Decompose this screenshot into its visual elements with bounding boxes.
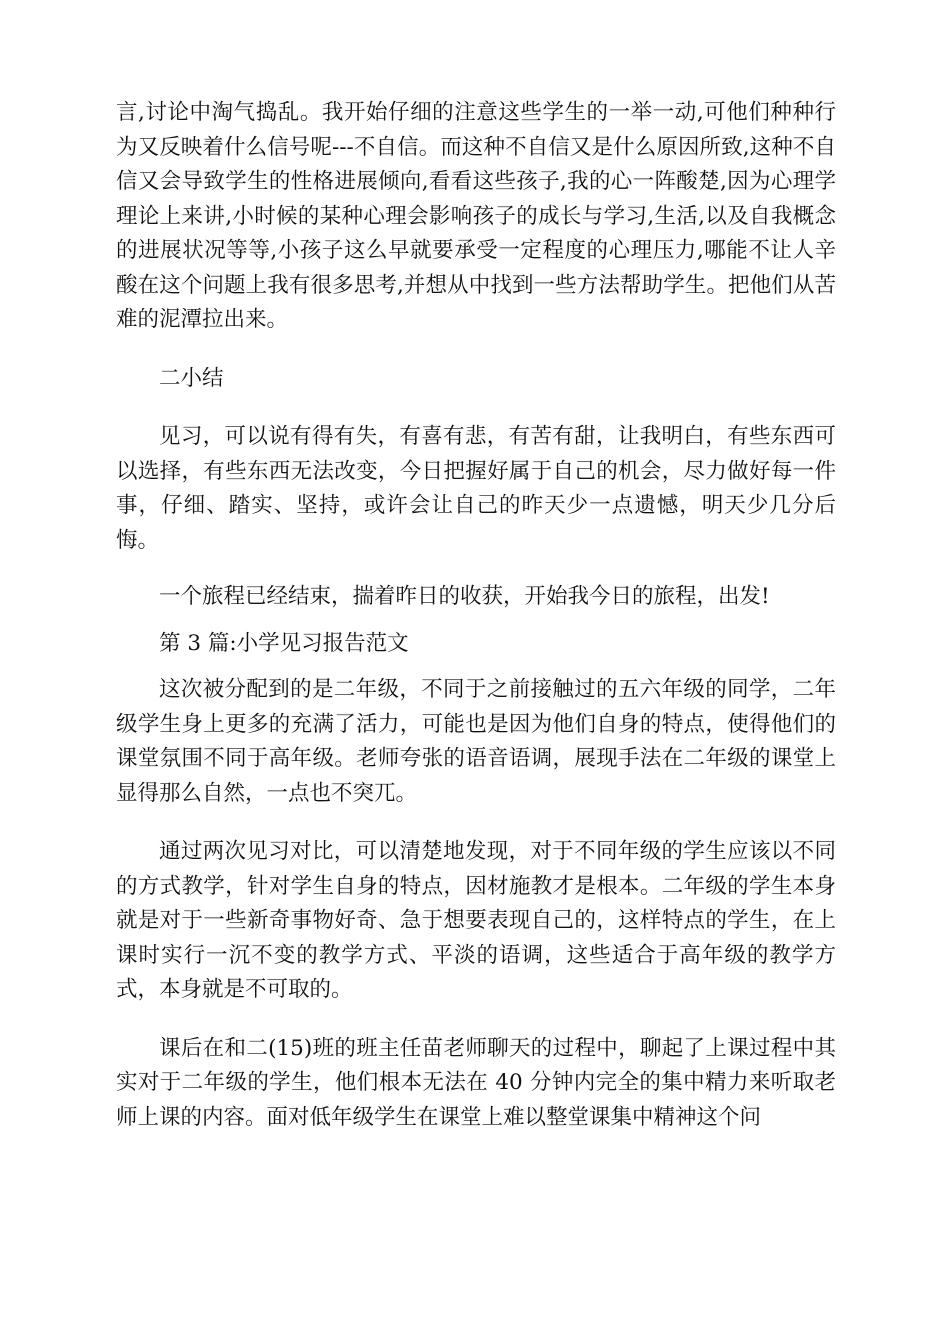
paragraph-summary: 见习，可以说有得有失，有喜有悲，有苦有甜，让我明白，有些东西可以选择，有些东西无法改变，今日把握好属于自己的机会，尽力做好每一件事，仔细、踏实、坚持，或许会让自己的昨天少一点遗憾，明天少几分后悔。	[116, 424, 836, 553]
paragraph-after-class: 课后在和二(15)班的班主任苗老师聊天的过程中，聊起了上课过程中其实对于二年级的学生，他们根本无法在 40 分钟内完全的集中精力来听取老师上课的内容。面对低年级学生在课堂上难以整堂课集中精神这个问	[116, 1035, 836, 1130]
paragraph-comparison: 通过两次见习对比，可以清楚地发现，对于不同年级的学生应该以不同的方式教学，针对学生自身的特点，因材施教才是根本。二年级的学生本身就是对于一些新奇事物好奇、急于想要表现自己的，这样特点的学生，在上课时实行一沉不变的教学方式、平淡的语调，这些适合于高年级的教学方式，本身就是不可取的。	[116, 839, 836, 1002]
section-heading-summary: 二小结	[159, 365, 224, 391]
paragraph-journey: 一个旅程已经结束，揣着昨日的收获，开始我今日的旅程，出发!	[159, 584, 770, 609]
paragraph-grade-two: 这次被分配到的是二年级，不同于之前接触过的五六年级的同学，二年级学生身上更多的充满了活力，可能也是因为他们自身的特点，使得他们的课堂氛围不同于高年级。老师夸张的语音语调，展现手法在二年级的课堂上显得那么自然，一点也不突兀。	[116, 677, 836, 806]
paragraph-continuation: 言,讨论中淘气捣乱。我开始仔细的注意这些学生的一举一动,可他们种种行为又反映着什么信号呢---不自信。而这种不自信又是什么原因所致,这种不自信又会导致学生的性格进展倾向,看看这些孩子,我的心一阵酸楚,因为心理学理论上来讲,小时候的某种心理会影响孩子的成长与学习,生活,以及自我概念的进展状况等等,小孩子这么早就要承受一定程度的心理压力,哪能不让人辛酸在这个问题上我有很多思考,并想从中找到一些方法帮助学生。把他们从苦难的泥潭拉出来。	[116, 100, 836, 332]
article-title: 第 3 篇:小学见习报告范文	[159, 630, 409, 656]
document-page	[116, 96, 836, 1135]
